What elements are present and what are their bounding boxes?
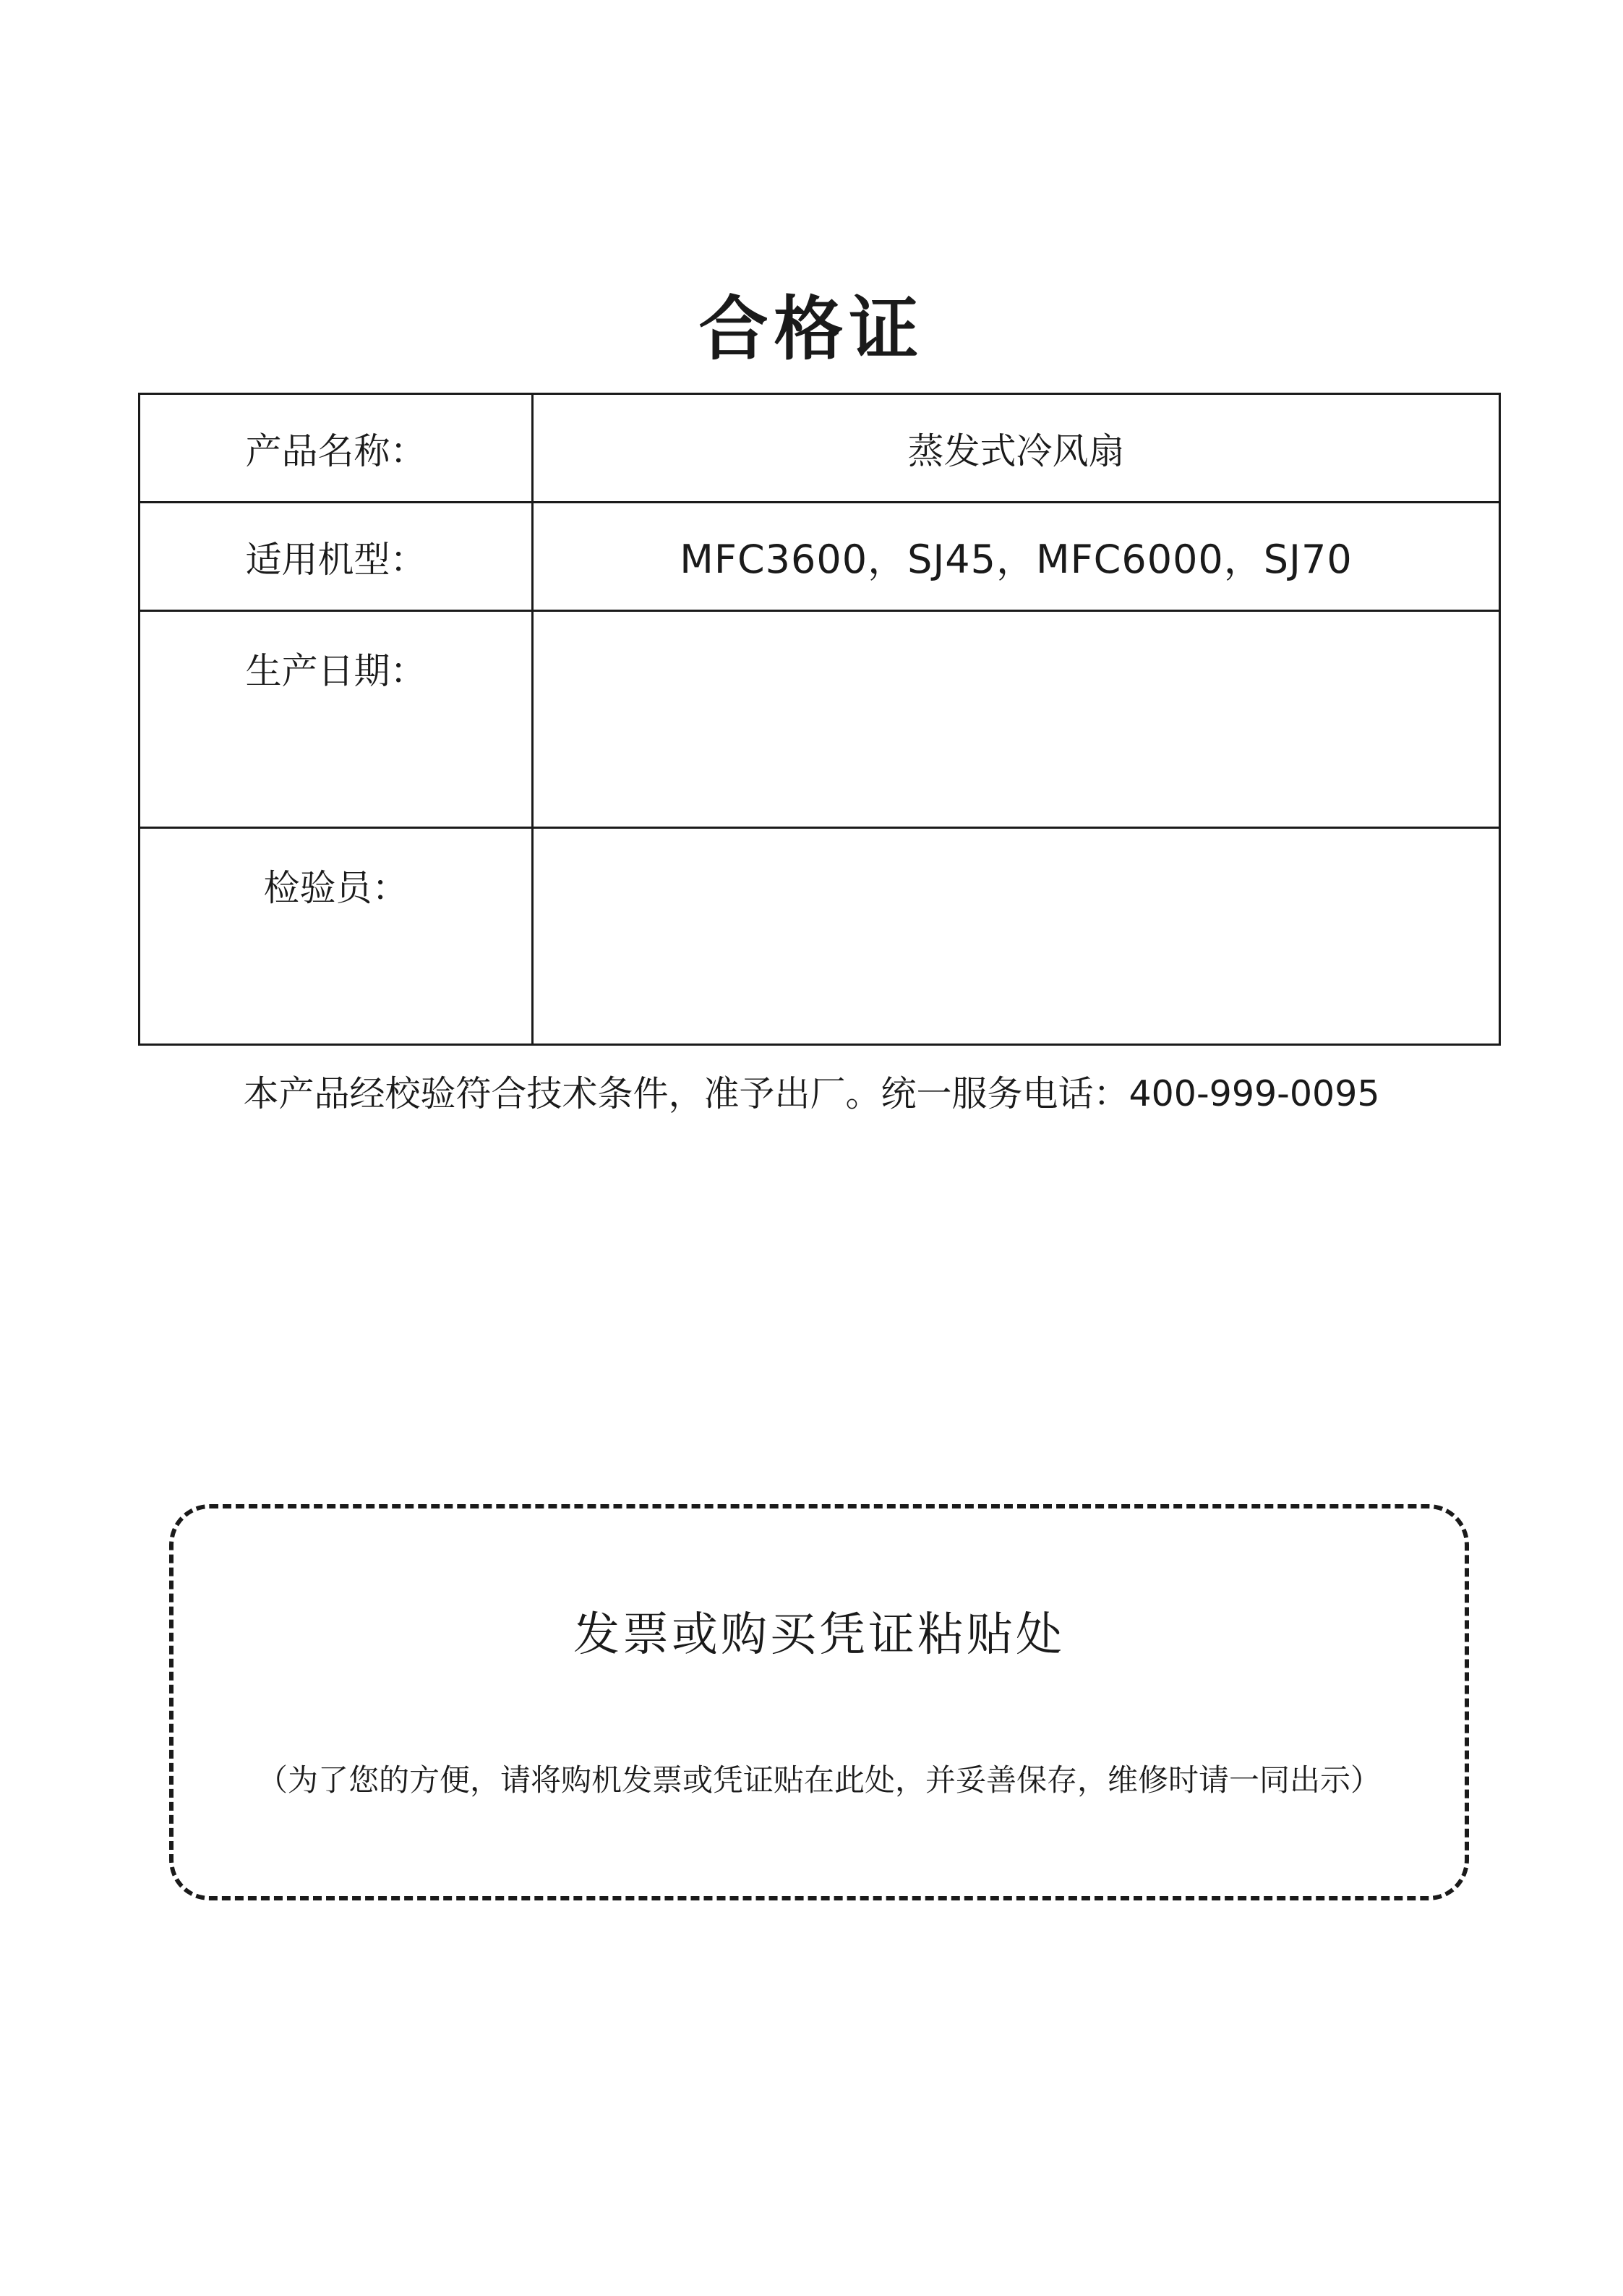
inspection-footnote: 本产品经校验符合技术条件，准予出厂。统一服务电话：400-999-0095 (243, 1073, 1380, 1114)
table-row-inspector (140, 828, 1500, 1045)
table-row-applicable-models (140, 503, 1500, 611)
inspector-value[interactable] (533, 828, 1500, 1045)
product-name-label: 产品名称： (140, 394, 533, 503)
production-date-label: 生产日期： (140, 611, 533, 828)
receipt-area-note: （为了您的方便，请将购机发票或凭证贴在此处，并妥善保存，维修时请一同出示） (257, 1762, 1381, 1798)
certificate-table (138, 393, 1501, 1046)
applicable-models-value: MFC3600，SJ45，MFC6000，SJ70 (533, 503, 1500, 611)
inspector-label: 检验员： (140, 828, 533, 1045)
receipt-paste-area (169, 1504, 1469, 1900)
production-date-value[interactable] (533, 611, 1500, 828)
receipt-area-title: 发票或购买凭证粘贴处 (573, 1608, 1065, 1662)
table-row-product-name (140, 394, 1500, 503)
applicable-models-label: 适用机型： (140, 503, 533, 611)
certificate-title: 合格证 (698, 289, 925, 370)
table-row-production-date (140, 611, 1500, 828)
product-name-value: 蒸发式冷风扇 (533, 394, 1500, 503)
